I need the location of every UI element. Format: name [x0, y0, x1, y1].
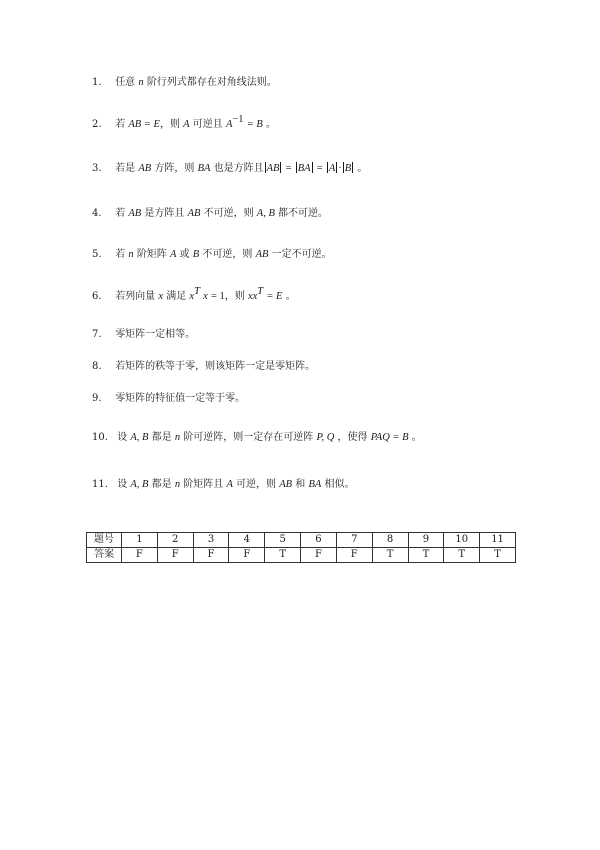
number-cell: 4: [229, 533, 265, 548]
superscript: T: [194, 286, 200, 297]
text: 不可逆，则: [202, 249, 253, 260]
answer-cell: F: [301, 548, 337, 563]
number-cell: 10: [444, 533, 480, 548]
math: B: [344, 163, 352, 174]
abs-bar: [327, 162, 328, 173]
abs-bar: [265, 162, 266, 173]
text: 。: [285, 291, 296, 302]
text: 。: [266, 119, 277, 130]
number-cell: 9: [408, 533, 444, 548]
math: A: [328, 163, 336, 174]
abs-bar: [343, 162, 344, 173]
math: x: [203, 291, 208, 302]
abs-bar: [296, 162, 297, 173]
math: PAQ = B: [370, 432, 409, 443]
superscript: −1: [232, 114, 244, 125]
answer-cell: T: [444, 548, 480, 563]
math: x: [189, 291, 195, 302]
text: 阶矩阵且: [183, 479, 224, 490]
math: x: [158, 291, 164, 302]
question-11: [92, 478, 354, 492]
question-10: [92, 431, 422, 445]
question-number: 3.: [92, 163, 102, 174]
question-7: [92, 328, 195, 342]
text: 若: [115, 208, 126, 219]
answer-cell: T: [372, 548, 408, 563]
question-3: [92, 162, 367, 176]
text: 都是: [151, 432, 172, 443]
text: 若列向量: [115, 291, 156, 302]
number-cell: 7: [336, 533, 372, 548]
header-cell-answer: 答案: [87, 548, 122, 563]
text: 阶可逆阵，则一定存在可逆阵: [183, 432, 314, 443]
question-number: 1.: [92, 77, 102, 88]
math: n: [138, 77, 144, 88]
math: xx: [247, 291, 258, 302]
superscript: T: [257, 286, 264, 297]
question-number: 7.: [92, 329, 102, 340]
header-cell-question-number: 题号: [87, 533, 122, 548]
text: 相似。: [324, 479, 355, 490]
text: ，则: [159, 119, 180, 130]
text: 可逆，则: [236, 479, 277, 490]
answer-cell: F: [122, 548, 158, 563]
number-cell: 3: [193, 533, 229, 548]
question-number: 6.: [92, 291, 102, 302]
answer-cell: F: [157, 548, 193, 563]
question-number: 5.: [92, 249, 102, 260]
question-8: [92, 360, 315, 374]
text: 方阵，则: [154, 163, 195, 174]
number-cell: 11: [480, 533, 516, 548]
question-number: 11.: [92, 479, 108, 490]
math: A, B: [130, 432, 149, 443]
answer-cell: T: [265, 548, 301, 563]
question-number: 8.: [92, 361, 102, 372]
question-number: 9.: [92, 393, 102, 404]
text: 设: [117, 479, 128, 490]
text: 设: [117, 432, 128, 443]
text: ，使得: [337, 432, 368, 443]
math: n: [174, 432, 181, 443]
number-cell: 1: [122, 533, 158, 548]
text: 若: [115, 119, 126, 130]
answer-cell: F: [336, 548, 372, 563]
text: 满足: [166, 291, 187, 302]
equals: =: [285, 163, 292, 174]
text: 不可逆，则: [203, 208, 254, 219]
answer-cell: F: [229, 548, 265, 563]
text: 零矩阵一定相等。: [115, 329, 196, 340]
question-5: [92, 248, 332, 262]
abs-bar: [280, 162, 281, 173]
math: AB = E: [128, 119, 160, 130]
math: n: [174, 479, 181, 490]
math: = B: [246, 119, 263, 130]
question-number: 10.: [92, 432, 108, 443]
math: n: [128, 249, 134, 260]
text: 任意: [115, 77, 136, 88]
text: 是方阵且: [144, 208, 185, 219]
number-cell: 8: [372, 533, 408, 548]
text: 可逆且: [192, 119, 223, 130]
number-cell: 6: [301, 533, 337, 548]
answer-cell: T: [480, 548, 516, 563]
question-number: 4.: [92, 208, 102, 219]
text: 。: [411, 432, 422, 443]
math: AB: [279, 479, 293, 490]
math: = 1: [210, 291, 225, 302]
math: AB: [138, 163, 152, 174]
math: A: [183, 119, 190, 130]
table-row-answers: [87, 548, 516, 563]
math: = E: [266, 291, 283, 302]
math: A: [170, 249, 177, 260]
equals: =: [316, 163, 323, 174]
text: 。: [357, 163, 368, 174]
math: AB: [266, 163, 280, 174]
text: 也是方阵且: [213, 163, 264, 174]
table-row-numbers: [87, 533, 516, 548]
answer-cell: F: [193, 548, 229, 563]
dot: ·: [338, 163, 342, 174]
number-cell: 2: [157, 533, 193, 548]
text: 和: [295, 479, 306, 490]
math: AB: [255, 249, 269, 260]
math: A: [226, 479, 233, 490]
math: A, B: [130, 479, 149, 490]
text: 若矩阵的秩等于零，则该矩阵一定是零矩阵。: [115, 361, 316, 372]
text: 一定不可逆。: [271, 249, 332, 260]
question-4: [92, 207, 328, 221]
text: ，则: [224, 291, 245, 302]
math: A: [225, 119, 233, 130]
answer-table: [86, 532, 516, 563]
question-6: [92, 286, 296, 304]
question-9: [92, 392, 245, 406]
math: BA: [297, 163, 311, 174]
number-cell: 5: [265, 533, 301, 548]
text: 或: [179, 249, 190, 260]
question-1: [92, 76, 277, 90]
text: 零矩阵的特征值一定等于零。: [115, 393, 246, 404]
abs-bar: [312, 162, 313, 173]
answer-cell: T: [408, 548, 444, 563]
text: 阶行列式都存在对角线法则。: [146, 77, 277, 88]
text: 若是: [115, 163, 136, 174]
text: 都是: [151, 479, 172, 490]
question-number: 2.: [92, 119, 102, 130]
question-2: [92, 114, 277, 132]
math: B: [192, 249, 200, 260]
text: 都不可逆。: [278, 208, 329, 219]
abs-bar: [352, 162, 353, 173]
math: BA: [308, 479, 322, 490]
text: 若: [115, 249, 126, 260]
math: BA: [197, 163, 211, 174]
math: AB: [128, 208, 142, 219]
text: 阶矩阵: [136, 249, 167, 260]
math: P, Q: [316, 432, 335, 443]
math: AB: [187, 208, 201, 219]
math: A, B: [256, 208, 275, 219]
